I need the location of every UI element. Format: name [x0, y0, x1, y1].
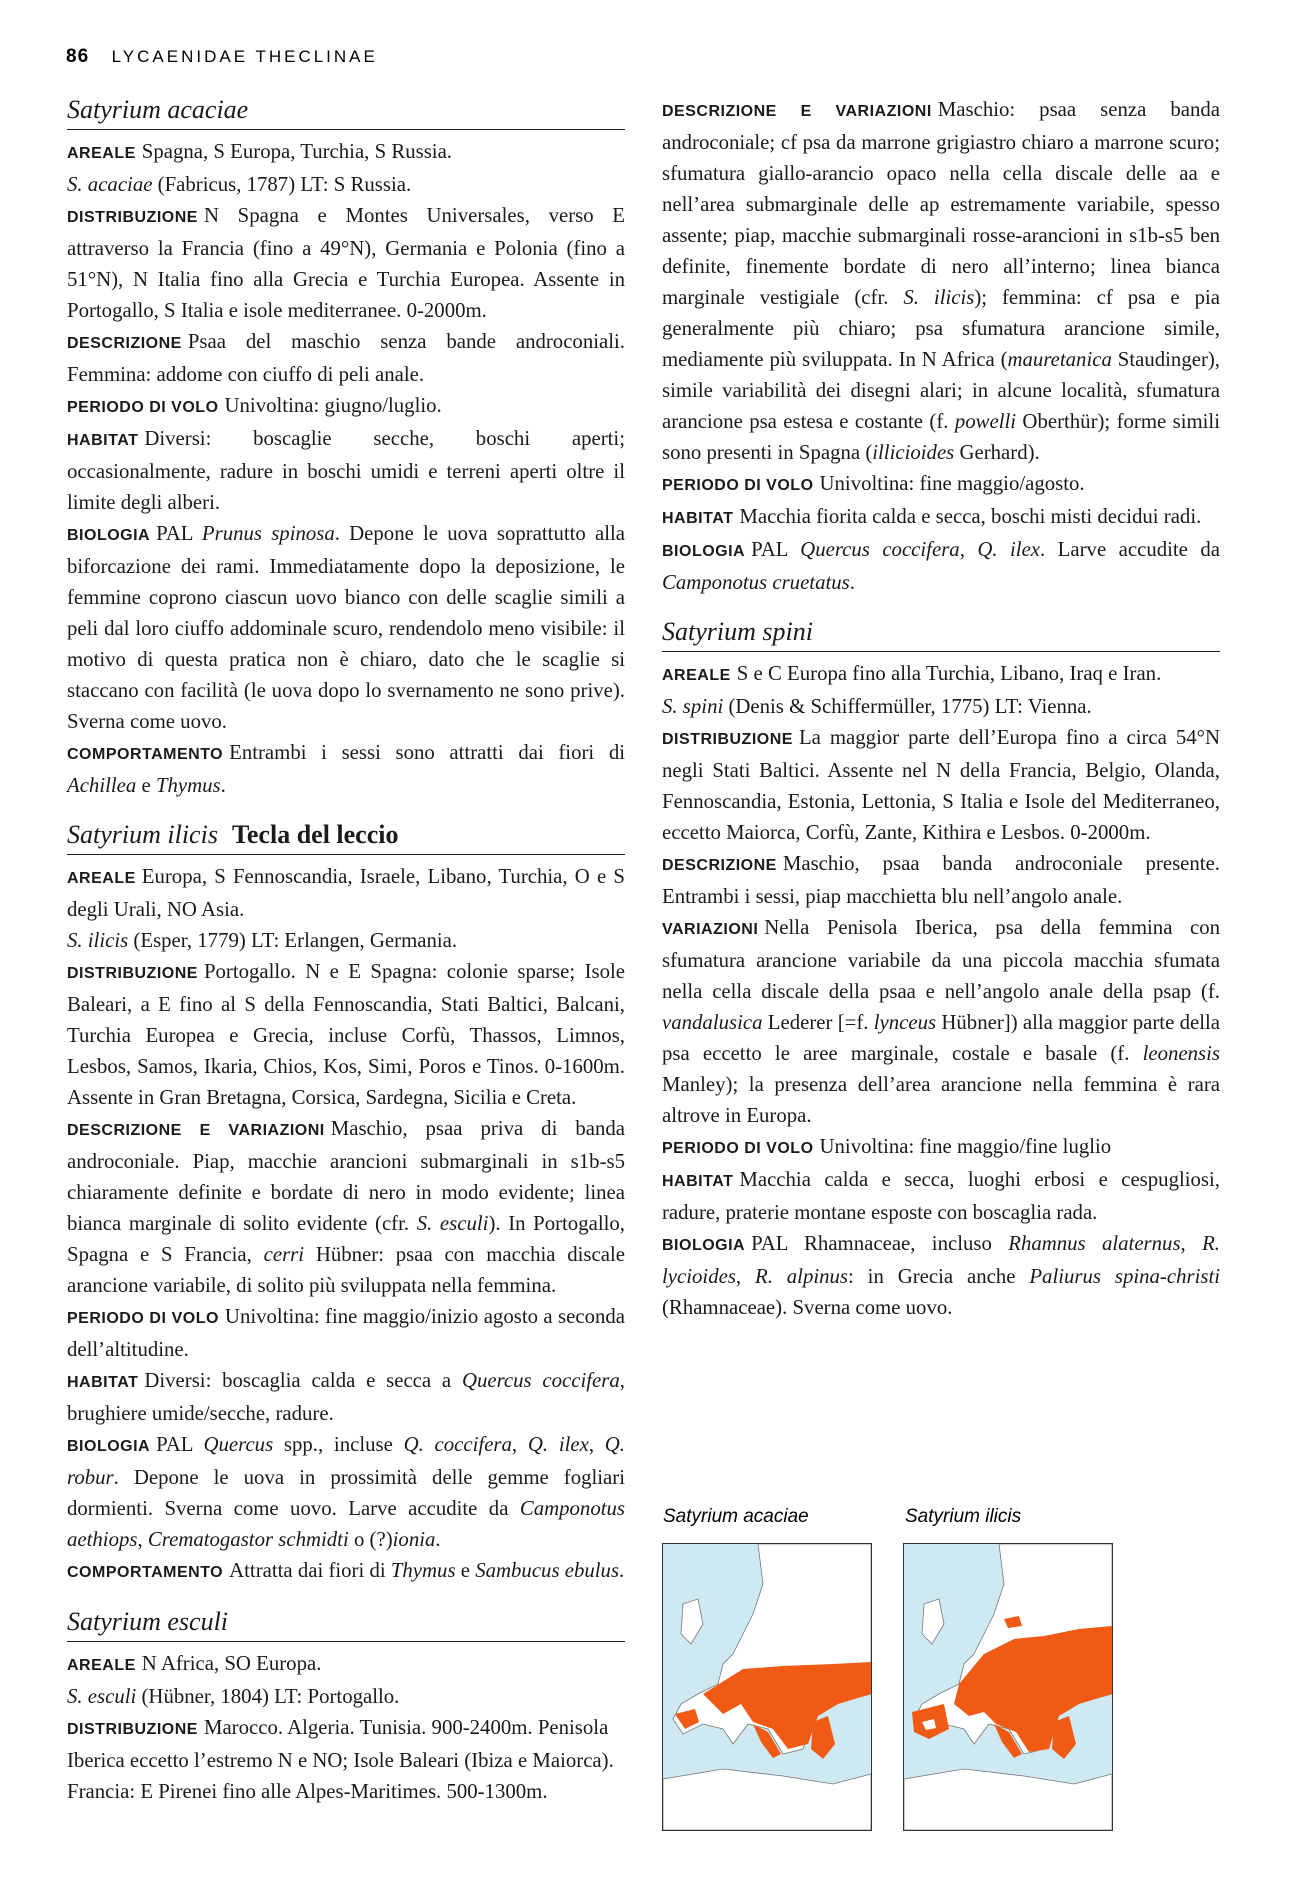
esculi-descrizione: DESCRIZIONE E VARIAZIONI Maschio: psaa senza banda androconiale; cf psa da marrone grigiastro chiaro a marrone scuro; sfumatura giallo-arancio opaco nella cella discale delle aa e nell’area submarginale delle ap estremamente variabile, spesso assente; piap, macchie submarginali rosse-arancioni in s1b-s5 ben definite, finemente bordate di nero all’interno; linea bianca marginale vestigiale (cfr. S. ilicis); femmina: cf psa e pia generalmente più chiaro; psa sfumatura arancione simile, mediamente più sviluppata. In N Africa (mauretanica Staudinger), simile variabilità dei disegni alari; in alcune località, sfumatura arancione psa estesa e costante (f. powelli Oberthür); forme simili sono presenti in Spagna (illicioides Gerhard). — [662, 98, 1221, 464]
right-column — [662, 94, 1220, 1323]
running-head: LYCAENIDAE THECLINAE — [111, 47, 378, 66]
spini-variazioni: VARIAZIONI Nella Penisola Iberica, psa della femmina con sfumatura arancione variabile da una piccola macchia sfumata nella cella discale della psaa e nell’angolo anale della psap (f. vandalusica Lederer [=f. lynceus Hübner]) alla maggior parte della psa eccetto le aree marginale, costale e basale (f. leonensis Manley); la presenza dell’area arancione nella femmina è rara altrove in Europa. — [662, 916, 1220, 1127]
spini-distribuzione: DISTRIBUZIONE La maggior parte dell’Europa fino a circa 54°N negli Stati Baltici. Assente nel N della Francia, Belgio, Olanda, Fennoscandia, Estonia, Lettonia, S Italia e Isole del Mediterraneo, eccetto Maiorca, Corfù, Zante, Kithira e Lesbos. 0-2000m. — [662, 726, 1220, 844]
map-ilicis-graphic — [904, 1544, 1112, 1830]
acaciae-comportamento: COMPORTAMENTO Entrambi i sessi sono attratti dai fiori di Achillea e Thymus. — [67, 741, 625, 797]
spini-type: S. spini (Denis & Schiffermüller, 1775) LT: Vienna. — [662, 695, 1092, 718]
page-number: 86 — [66, 46, 90, 67]
ilicis-comportamento: COMPORTAMENTO Attratta dai fiori di Thymus e Sambucus ebulus. — [67, 1559, 625, 1582]
spini-descrizione: DESCRIZIONE Maschio, psaa banda androconiale presente. Entrambi i sessi, piap macchietta blu nell’angolo anale. — [662, 852, 1220, 908]
species-title-esculi: Satyrium esculi — [67, 1604, 625, 1642]
spini-habitat: HABITAT Macchia calda e secca, luoghi erbosi e cespugliosi, radure, praterie montane esposte con boscaglia rada. — [662, 1168, 1220, 1224]
ilicis-distribuzione: DISTRIBUZIONE Portogallo. N e E Spagna: colonie sparse; Isole Baleari, a E fino al S della Fennoscandia, Stati Baltici, Balcani, Turchia Europea e Grecia, incluse Corfù, Thassos, Limnos, Lesbos, Samos, Ikaria, Chios, Kos, Simi, Poros e Tinos. 0-1600m. Assente in Gran Bretagna, Corsica, Sardegna, Sicilia e Creta. — [67, 960, 625, 1109]
species-title-acaciae: Satyrium acaciae — [67, 92, 625, 130]
ilicis-type: S. ilicis (Esper, 1779) LT: Erlangen, Germania. — [67, 929, 458, 952]
acaciae-distribuzione: DISTRIBUZIONE N Spagna e Montes Universales, verso E attraverso la Francia (fino a 49°N), Germania e Polonia (fino a 51°N), N Italia fino alla Grecia e Turchia Europea. Assente in Portogallo, S Italia e isole mediterranee. 0-2000m. — [67, 204, 625, 322]
map-ilicis — [903, 1543, 1113, 1831]
spini-periodo: PERIODO DI VOLO Univoltina: fine maggio/fine luglio — [662, 1135, 1112, 1158]
species-title-spini: Satyrium spini — [662, 614, 1220, 652]
ilicis-habitat: HABITAT Diversi: boscaglia calda e secca a Quercus coccifera, brughiere umide/secche, radure. — [67, 1369, 625, 1425]
ilicis-areale: AREALE Europa, S Fennoscandia, Israele, Libano, Turchia, O e S degli Urali, NO Asia. — [67, 865, 625, 921]
map-acaciae-graphic — [663, 1544, 871, 1830]
esculi-type: S. esculi (Hübner, 1804) LT: Portogallo. — [67, 1685, 400, 1708]
esculi-biologia: BIOLOGIA PAL Quercus coccifera, Q. ilex. Larve accudite da Camponotus cruetatus. — [662, 538, 1220, 594]
species-title-ilicis: Satyrium ilicis Tecla del leccio — [67, 817, 625, 855]
acaciae-periodo: PERIODO DI VOLO Univoltina: giugno/luglio. — [67, 394, 442, 417]
acaciae-areale: AREALE Spagna, S Europa, Turchia, S Russia. — [67, 140, 453, 163]
common-name-ilicis: Tecla del leccio — [231, 820, 399, 849]
ilicis-descrizione: DESCRIZIONE E VARIAZIONI Maschio, psaa priva di banda androconiale. Piap, macchie arancioni submarginali in s1b-s5 chiaramente definite e bordate di nero in modo evidente; linea bianca marginale di solito evidente (cfr. S. esculi). In Portogallo, Spagna e S Francia, cerri Hübner: psaa con macchia discale arancione variabile, di solito più sviluppata nella femmina. — [67, 1117, 625, 1297]
distribution-maps — [662, 1506, 1122, 1826]
ilicis-biologia: BIOLOGIA PAL Quercus spp., incluse Q. coccifera, Q. ilex, Q. robur. Depone le uova in prossimità delle gemme fogliari dormienti. Sverna come uovo. Larve accudite da Camponotus aethiops, Crematogastor schmidti o (?)ionia. — [67, 1433, 625, 1551]
acaciae-descrizione: DESCRIZIONE Psaa del maschio senza bande androconiali. Femmina: addome con ciuffo di peli anale. — [67, 330, 625, 386]
acaciae-type: S. acaciae (Fabricus, 1787) LT: S Russia. — [67, 173, 412, 196]
ilicis-periodo: PERIODO DI VOLO Univoltina: fine maggio/inizio agosto a seconda dell’altitudine. — [67, 1305, 626, 1361]
page-header — [66, 46, 378, 68]
acaciae-habitat: HABITAT Diversi: boscaglie secche, boschi aperti; occasionalmente, radure in boschi umidi e terreni aperti oltre il limite degli alberi. — [67, 427, 625, 514]
acaciae-biologia: BIOLOGIA PAL Prunus spinosa. Depone le uova soprattutto alla biforcazione dei rami. Immediatamente dopo la deposizione, le femmine coprono ciascun uovo bianco con delle scaglie simili a peli dal loro ciuffo addominale scuro, rendendolo meno visibile: il motivo di questa pratica non è chiaro, dato che le scaglie si staccano con facilità (le uova dopo lo svernamento ne sono prive). Sverna come uovo. — [67, 522, 626, 733]
spini-areale: AREALE S e C Europa fino alla Turchia, Libano, Iraq e Iran. — [662, 662, 1162, 685]
left-column — [67, 92, 625, 1807]
esculi-distribuzione: DISTRIBUZIONE Marocco. Algeria. Tunisia. 900-2400m. Penisola Iberica eccetto l’estremo N e NO; Isole Baleari (Ibiza e Maiorca). Francia: E Pirenei fino alle Alpes-Maritimes. 500-1300m. — [67, 1716, 614, 1803]
esculi-areale: AREALE N Africa, SO Europa. — [67, 1652, 322, 1675]
spini-biologia: BIOLOGIA PAL Rhamnaceae, incluso Rhamnus alaternus, R. lycioides, R. alpinus: in Grecia anche Paliurus spina-christi (Rhamnaceae). Sverna come uovo. — [662, 1232, 1220, 1319]
map-caption-ilicis: Satyrium ilicis — [905, 1506, 1022, 1527]
map-caption-acaciae: Satyrium acaciae — [663, 1506, 809, 1527]
map-acaciae — [662, 1543, 872, 1831]
esculi-periodo: PERIODO DI VOLO Univoltina: fine maggio/agosto. — [662, 472, 1085, 495]
esculi-habitat: HABITAT Macchia fiorita calda e secca, boschi misti decidui radi. — [662, 505, 1202, 528]
